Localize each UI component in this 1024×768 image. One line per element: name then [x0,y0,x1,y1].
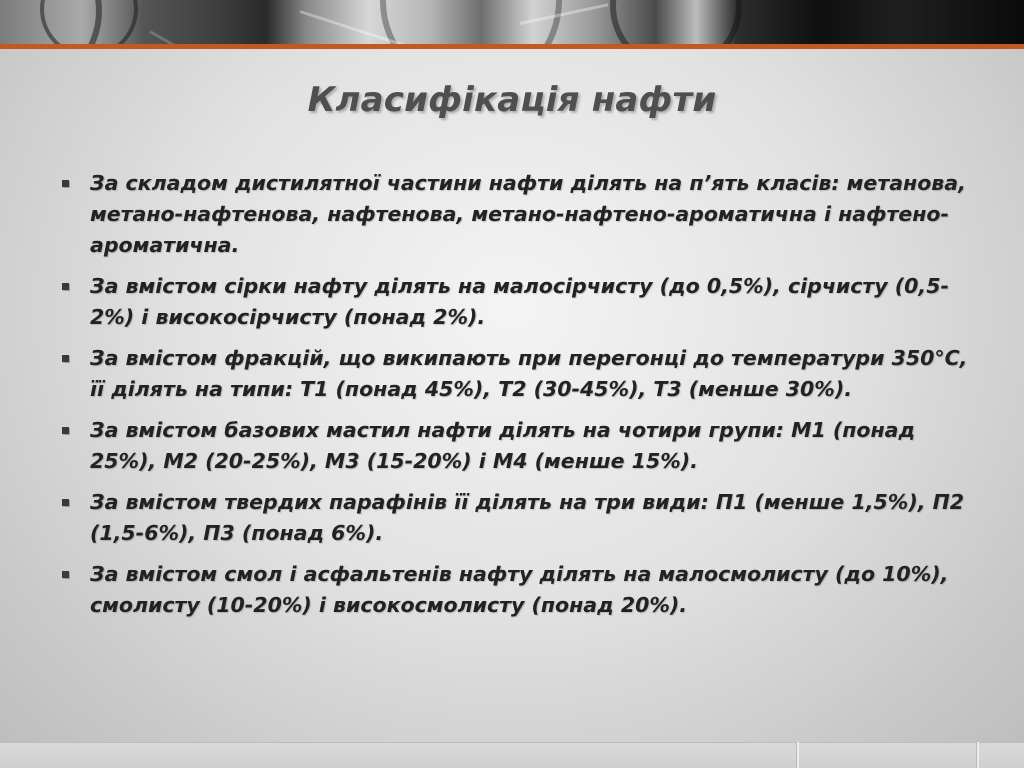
bullet-item [62,559,980,621]
bullet-text: За вмістом сірки нафту ділять на малосірчисту (до 0,5%), сірчисту (0,5-2%) і високосірчисту (понад 2%). [90,274,949,329]
bullet-text: За складом дистилятної частини нафти ділять на п’ять класів: метанова, метано-нафтенова, нафтенова, метано-нафтено-ароматична і нафтено-ароматична. [90,171,966,257]
header-photo-banner [0,0,1024,44]
bullet-item [62,487,980,549]
bullet-text: За вмістом смол і асфальтенів нафту ділять на малосмолисту (до 10%), смолисту (10-20%) і високосмолисту (понад 20%). [90,562,949,617]
bullet-square-icon [62,180,69,187]
slide-title: Класифікація нафти [307,80,717,120]
bullet-item [62,168,980,261]
footer-bar [0,742,1024,768]
footer-divider [976,742,979,768]
bullet-square-icon [62,283,69,290]
bullet-item [62,343,980,405]
bullet-list [62,168,980,631]
bullet-item [62,415,980,477]
bullet-square-icon [62,571,69,578]
bullet-square-icon [62,427,69,434]
footer-divider [796,742,799,768]
bullet-square-icon [62,355,69,362]
bullet-square-icon [62,499,69,506]
bullet-text: За вмістом базових мастил нафти ділять на чотири групи: М1 (понад 25%), М2 (20-25%), М3 (15-20%) і М4 (менше 15%). [90,418,916,473]
accent-divider [0,44,1024,49]
bullet-text: За вмістом фракцій, що википають при перегонці до температури 350°С, її ділять на типи: Т1 (понад 45%), Т2 (30-45%), Т3 (менше 30%). [90,346,968,401]
bullet-text: За вмістом твердих парафінів її ділять на три види: П1 (менше 1,5%), П2 (1,5-6%), П3 (понад 6%). [90,490,965,545]
bullet-item [62,271,980,333]
